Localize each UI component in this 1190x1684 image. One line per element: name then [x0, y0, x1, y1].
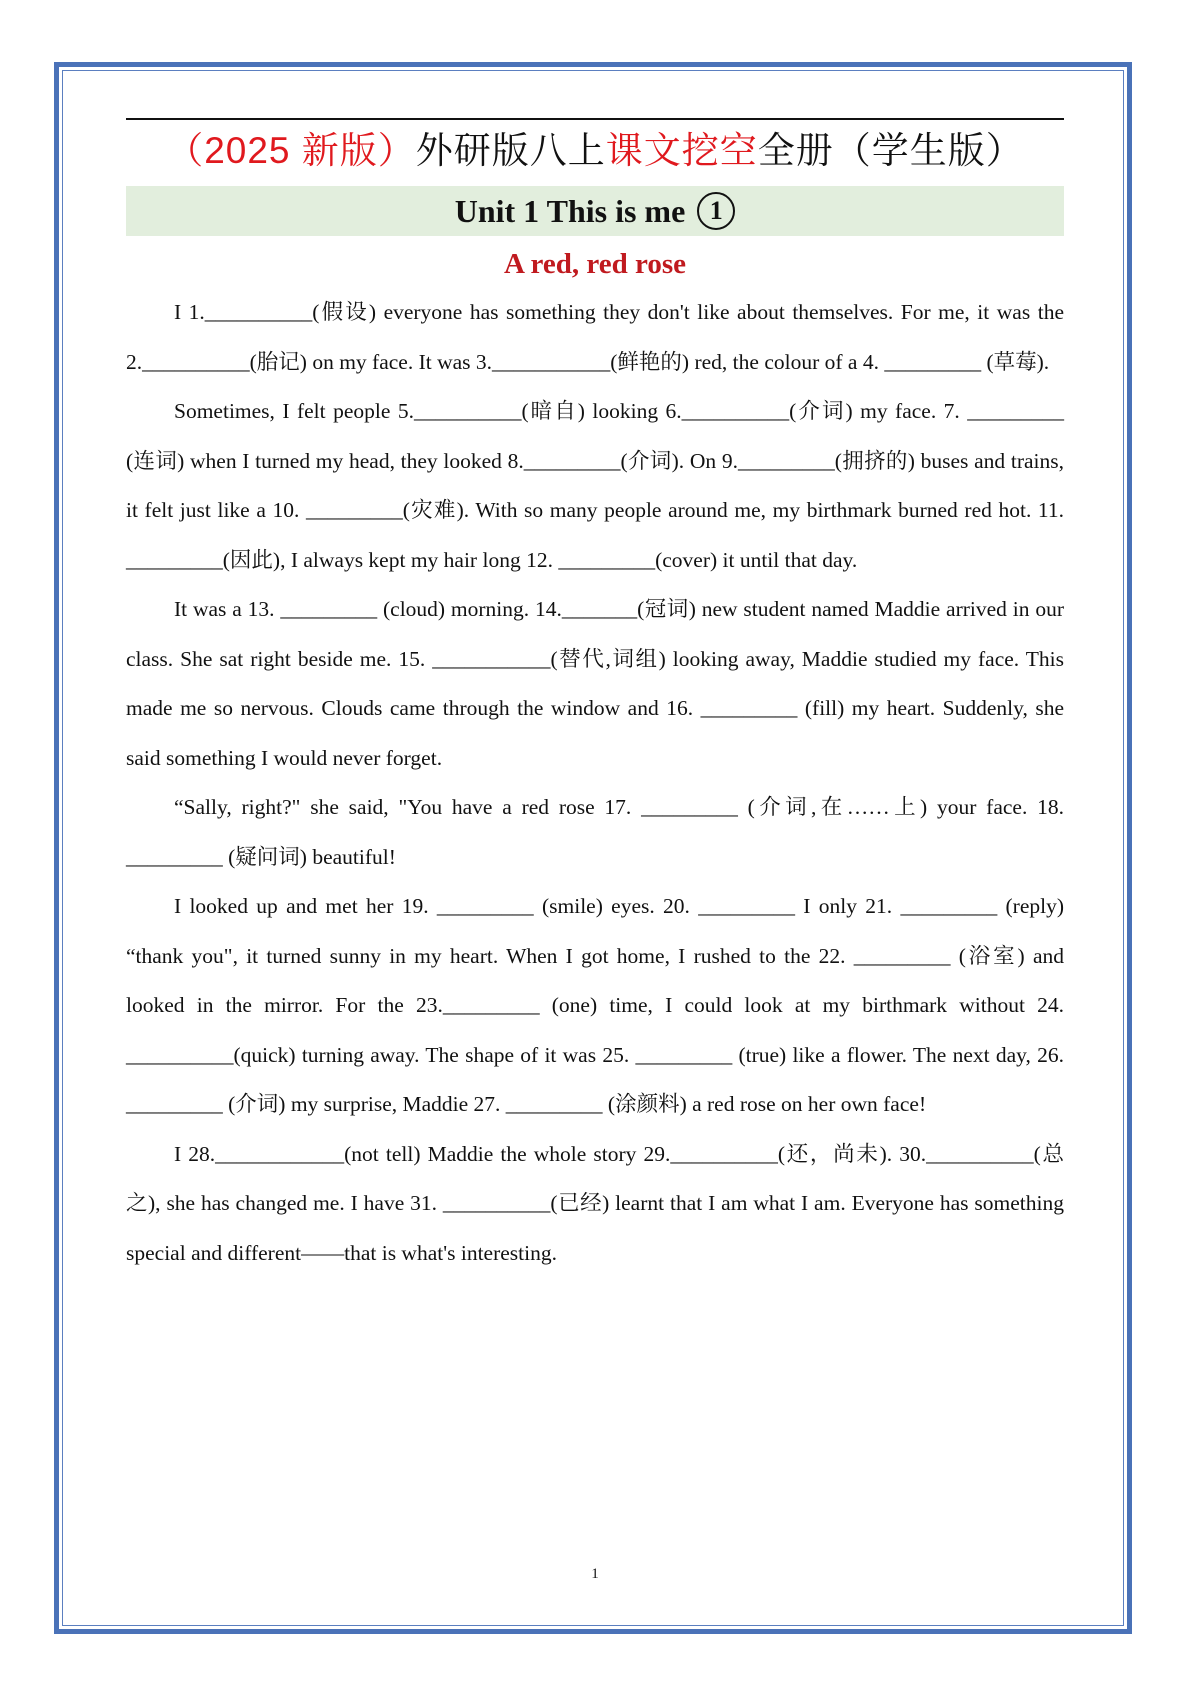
paragraph-5: I looked up and met her 19. _________ (smile) eyes. 20. _________ I only 21. _________ (reply) “thank you", it turned sunny in my heart. When I got home, I rushed to the 22. _________ (浴室) and looked in the mirror. For the 23._________ (one) time, I could look at my birthmark without 24. __________(quick) turning away. The shape of it was 25. _________ (true) like a flower. The next day, 26. _________ (介词) my surprise, Maddie 27. _________ (涂颜料) a red rose on her own face!	[126, 894, 1064, 1116]
worksheet-content	[126, 118, 1064, 1278]
circled-number-icon: 1	[697, 192, 735, 230]
title-edition: （2025 新版）	[166, 130, 416, 171]
unit-heading: Unit 1 This is me	[454, 193, 686, 229]
page-number: 1	[591, 1566, 599, 1582]
title-type: 课文挖空	[605, 130, 758, 171]
title-scope: 全册（学生版）	[757, 130, 1024, 171]
paragraph-2: Sometimes, I felt people 5.__________(暗自) looking 6.__________(介词) my face. 7. _________ (连词) when I turned my head, they looked 8._________(介词). On 9._________(拥挤的) buses and trains, it felt just like a 10. _________(灾难). With so many people around me, my birthmark burned red hot. 11. _________(因此), I always kept my hair long 12. _________(cover) it until that day.	[126, 399, 1064, 572]
document-title	[126, 126, 1064, 176]
paragraph-3: It was a 13. _________ (cloud) morning. 14._______(冠词) new student named Maddie arrived in our class. She sat right beside me. 15. ___________(替代,词组) looking away, Maddie studied my face. This made me so nervous. Clouds came through the window and 16. _________ (fill) my heart. Suddenly, she said something I would never forget.	[126, 597, 1064, 770]
unit-heading-band	[126, 186, 1064, 236]
paragraph-1: I 1.__________(假设) everyone has something they don't like about themselves. For me, it was the 2.__________(胎记) on my face. It was 3.___________(鲜艳的) red, the colour of a 4. _________ (草莓).	[126, 300, 1064, 374]
paragraph-4: “Sally, right?" she said, "You have a red rose 17. _________ (介词,在……上) your face. 18. _________ (疑问词) beautiful!	[126, 795, 1064, 869]
paragraph-6: I 28.____________(not tell) Maddie the whole story 29.__________(还，尚未). 30.__________(总之), she has changed me. I have 31. __________(已经) learnt that I am what I am. Everyone has something special and different——that is what's interesting.	[126, 1141, 1064, 1265]
title-textbook: 外研版八上	[415, 130, 606, 171]
lesson-title: A red, red rose	[503, 248, 687, 280]
header-rule	[126, 118, 1064, 120]
